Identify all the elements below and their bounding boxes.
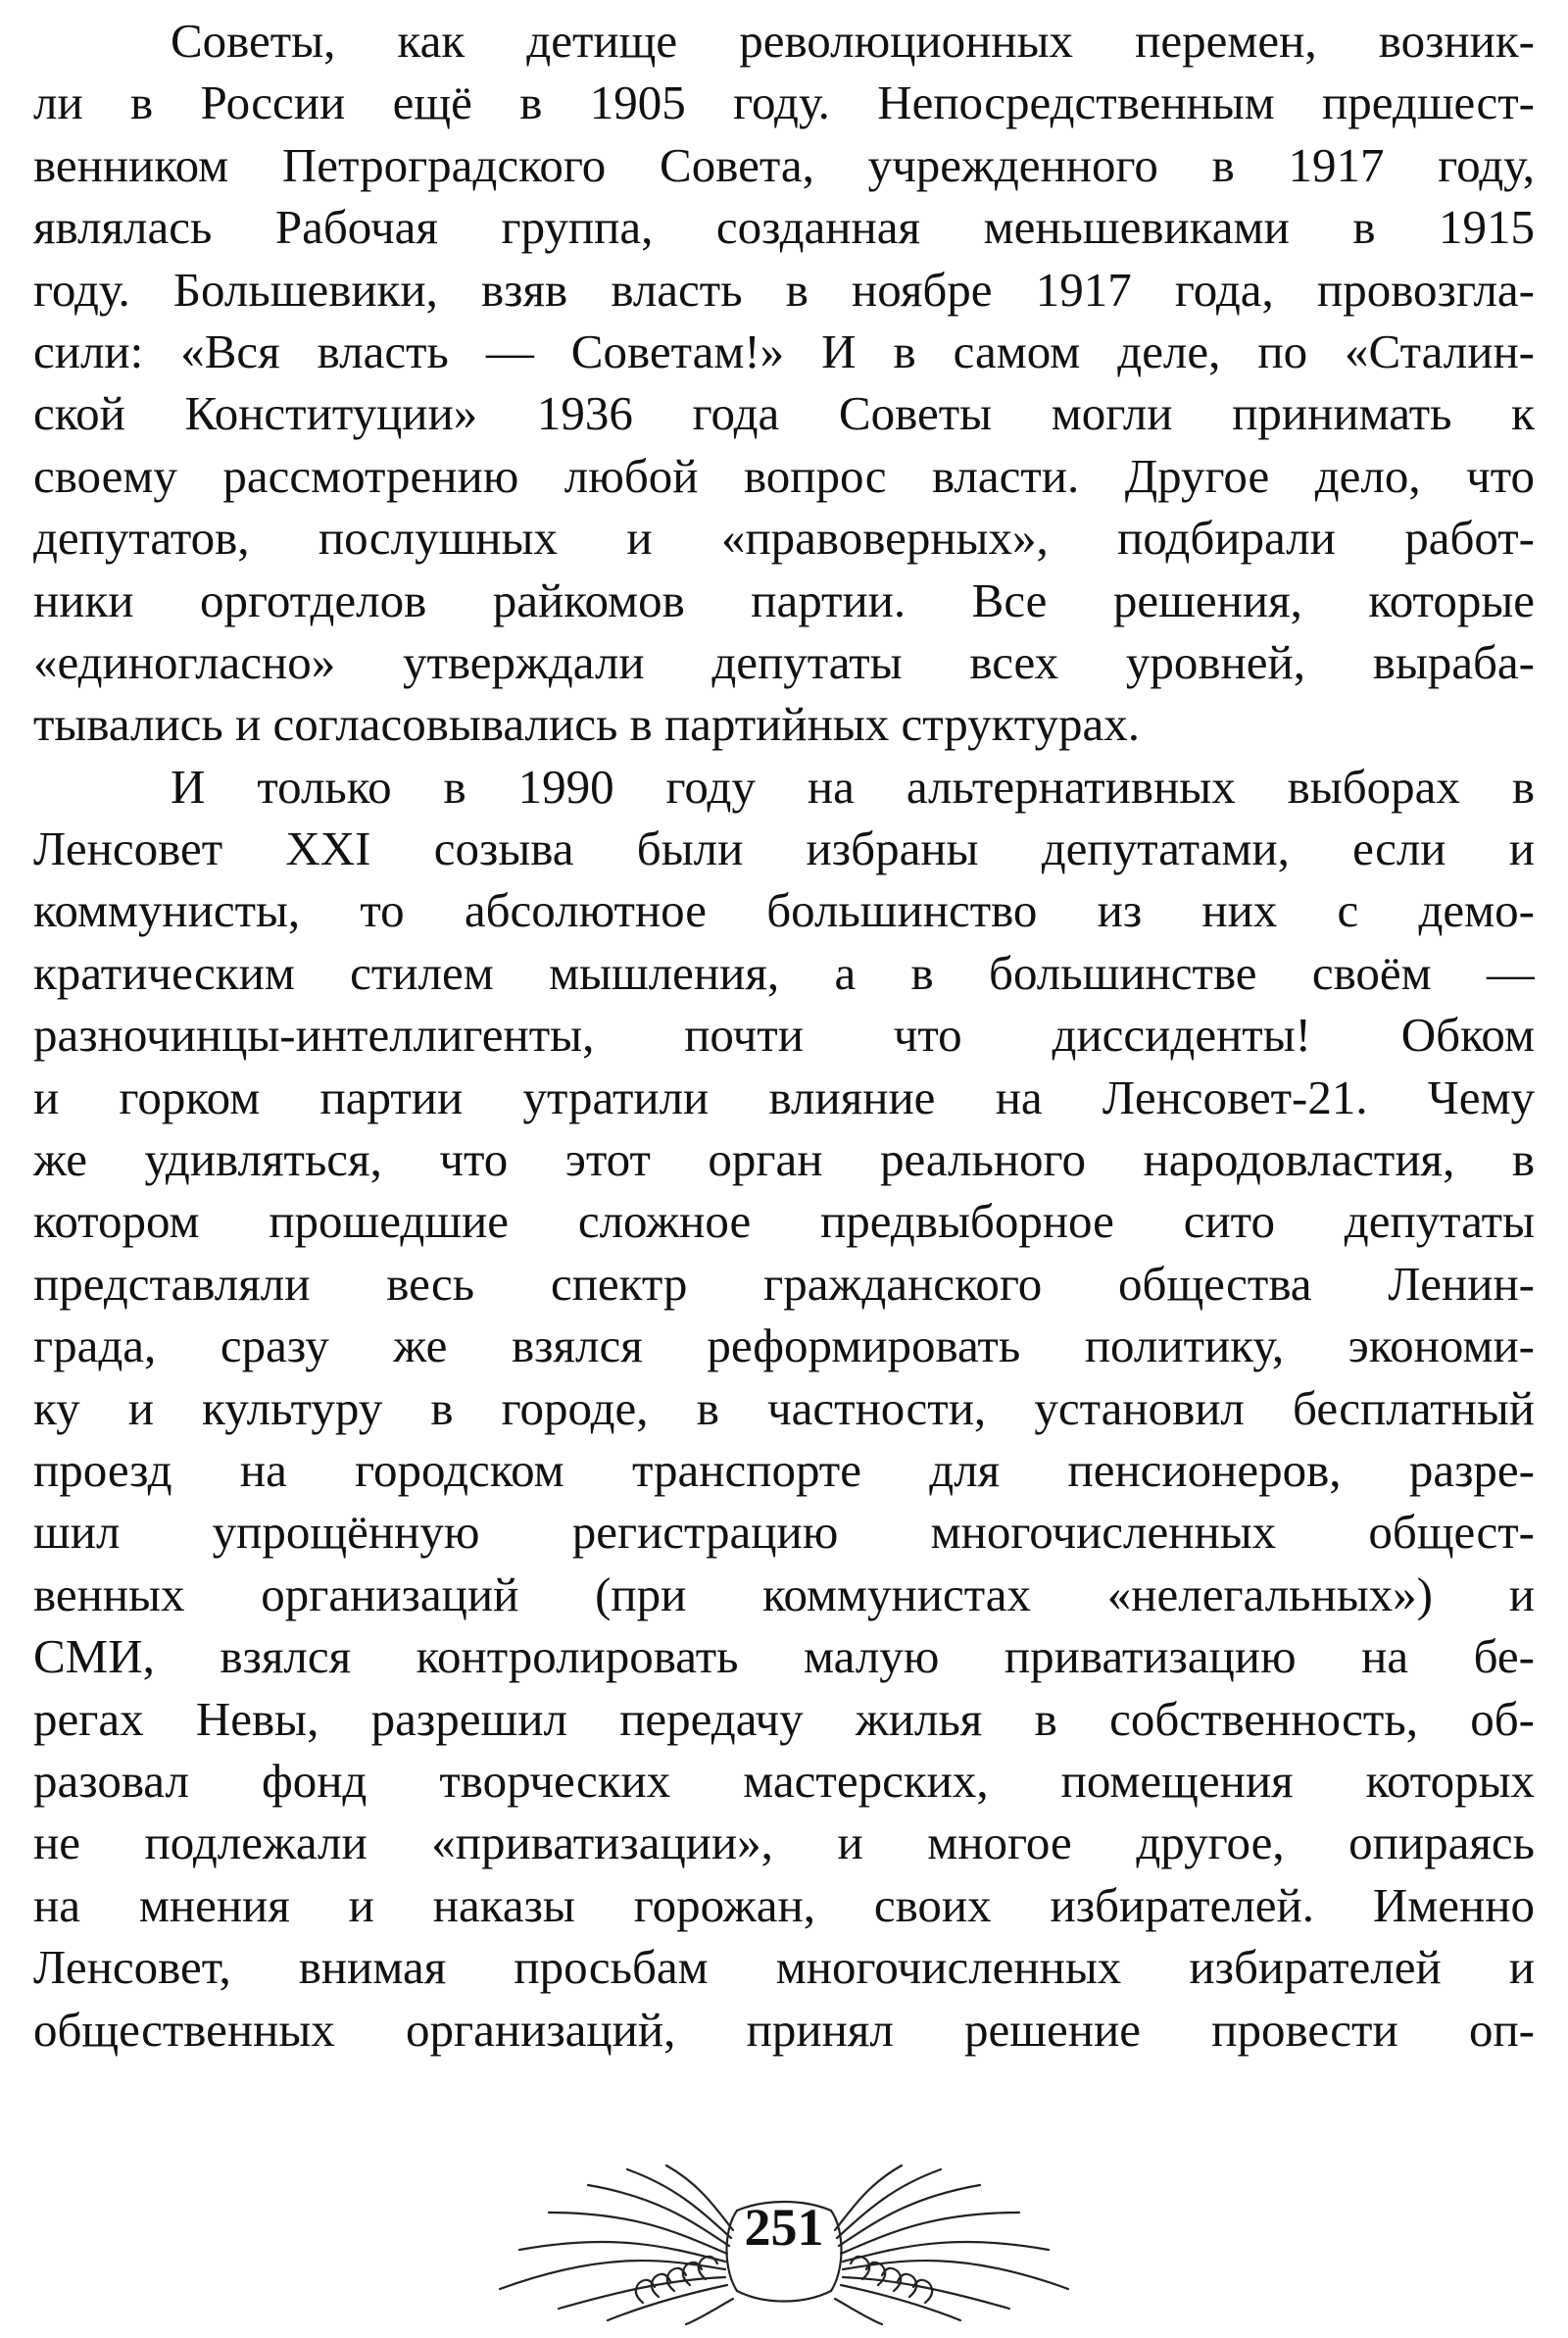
text-line: града, сразу же взялся реформировать политику, экономи- bbox=[33, 1318, 1535, 1373]
body-text bbox=[33, 10, 1535, 2061]
text-line: являлась Рабочая группа, созданная меньшевиками в 1915 bbox=[33, 200, 1535, 255]
text-line: же удивляться, что этот орган реального народовластия, в bbox=[33, 1132, 1535, 1187]
text-line: Советы, как детище революционных перемен, возник- bbox=[171, 14, 1535, 68]
text-line: не подлежали «приватизации», и многое другое, опираясь bbox=[33, 1816, 1535, 1870]
text-line: котором прошедшие сложное предвыборное сито депутаты bbox=[33, 1194, 1535, 1249]
text-line: кратическим стилем мышления, а в большинстве своём — bbox=[33, 945, 1535, 1000]
text-line: на мнения и наказы горожан, своих избирателей. Именно bbox=[33, 1877, 1535, 1932]
paragraph-start-line: И только в 1990 году на альтернативных выборах в bbox=[171, 759, 1535, 814]
text-line: и горком партии утратили влияние на Ленсовет-21. Чему bbox=[33, 1070, 1535, 1124]
text-line: «единогласно» утверждали депутаты всех уровней, выраба- bbox=[33, 634, 1535, 689]
text-line: сили: «Вся власть — Советам!» И в самом деле, по «Сталин- bbox=[33, 323, 1535, 378]
text-line: венником Петроградского Совета, учрежденного в 1917 году, bbox=[33, 137, 1535, 192]
text-line: депутатов, послушных и «правоверных», подбирали работ- bbox=[33, 511, 1535, 566]
text-line: своему рассмотрению любой вопрос власти. Другое дело, что bbox=[33, 448, 1535, 503]
page-footer bbox=[480, 2152, 1088, 2328]
text-line: ской Конституции» 1936 года Советы могли принимать к bbox=[33, 386, 1535, 441]
text-line: общественных организаций, принял решение провести оп- bbox=[33, 2002, 1535, 2057]
text-line: шил упрощённую регистрацию многочисленных общест- bbox=[33, 1505, 1535, 1560]
text-line: коммунисты, то абсолютное большинство из них с демо- bbox=[33, 883, 1535, 938]
text-line: Ленсовет XXI созыва были избраны депутатами, если и bbox=[33, 821, 1535, 876]
text-line: Ленсовет, внимая просьбам многочисленных избирателей и bbox=[33, 1940, 1535, 1995]
paragraph-end-line: тывались и согласовывались в партийных структурах. bbox=[33, 697, 1141, 752]
text-line: разночинцы-интеллигенты, почти что диссиденты! Обком bbox=[33, 1008, 1535, 1063]
text-line: году. Большевики, взяв власть в ноябре 1917 года, провозгла- bbox=[33, 262, 1535, 317]
text-line: СМИ, взялся контролировать малую приватизацию на бе- bbox=[33, 1629, 1535, 1684]
page-number: 251 bbox=[744, 2198, 824, 2257]
text-line: ли в России ещё в 1905 году. Непосредственным предшест- bbox=[33, 75, 1535, 130]
text-line: представляли весь спектр гражданского общества Ленин- bbox=[33, 1256, 1535, 1311]
text-line: разовал фонд творческих мастерских, помещения которых bbox=[33, 1753, 1535, 1808]
text-line: ку и культуру в городе, в частности, установил бесплатный bbox=[33, 1380, 1535, 1435]
text-line: проезд на городском транспорте для пенсионеров, разре- bbox=[33, 1442, 1535, 1497]
text-line: регах Невы, разрешил передачу жилья в собственность, об- bbox=[33, 1691, 1535, 1746]
text-line: венных организаций (при коммунистах «нелегальных») и bbox=[33, 1567, 1535, 1621]
text-line: ники орготделов райкомов партии. Все решения, которые bbox=[33, 572, 1535, 627]
